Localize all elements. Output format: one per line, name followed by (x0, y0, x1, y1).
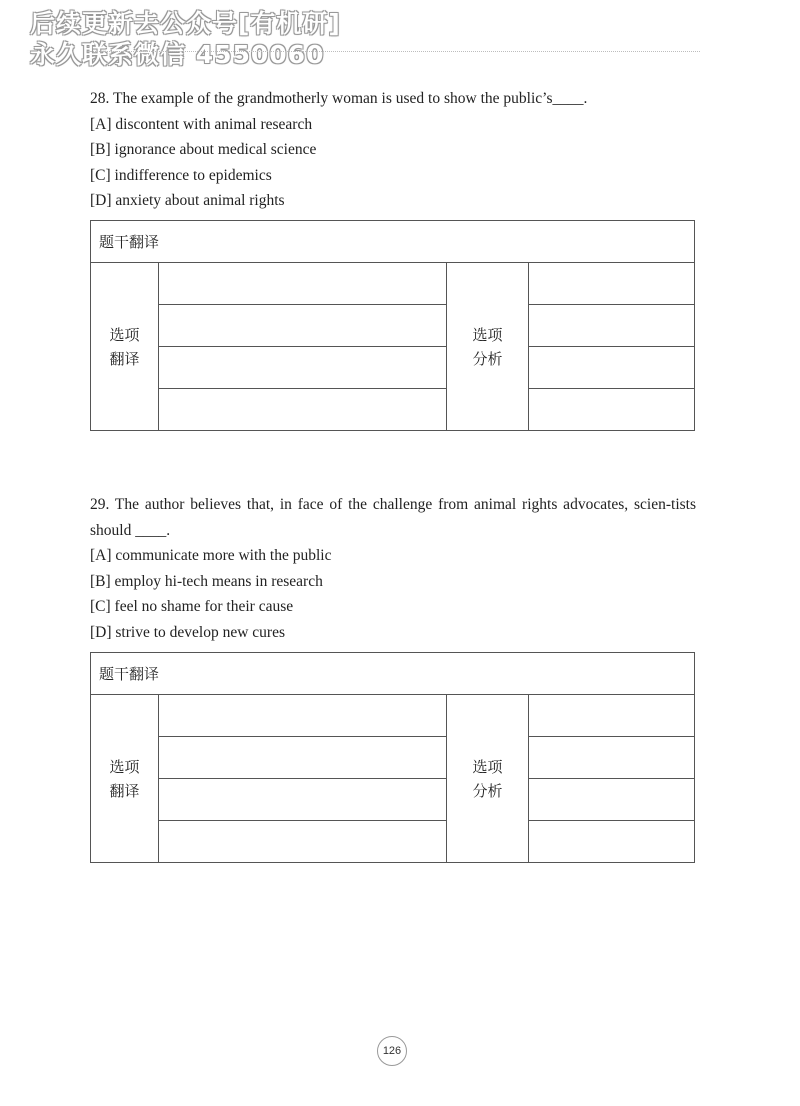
option-a: [A] discontent with animal research (90, 115, 313, 133)
translation-cell[interactable] (159, 695, 447, 737)
watermark (30, 8, 341, 70)
question-28 (90, 86, 696, 214)
option-b: [B] employ hi-tech means in research (90, 572, 323, 590)
page-number: 126 (377, 1036, 407, 1066)
stem-translation-label: 题干翻译 (91, 221, 695, 263)
answer-table-29 (90, 652, 695, 863)
option-a: [A] communicate more with the public (90, 547, 332, 564)
option-c: [C] feel no shame for their cause (90, 598, 294, 615)
option-d: [D] anxiety about animal rights (90, 192, 285, 209)
analysis-cell[interactable] (529, 779, 695, 821)
header-rule (90, 51, 700, 52)
watermark-line-1: 后续更新去公众号[有机研] (30, 9, 341, 38)
analysis-cell[interactable] (529, 389, 695, 431)
option-translation-label: 选项 翻译 (91, 263, 159, 431)
analysis-cell[interactable] (529, 263, 695, 305)
translation-cell[interactable] (159, 347, 447, 389)
analysis-cell[interactable] (529, 737, 695, 779)
analysis-cell[interactable] (529, 695, 695, 737)
option-analysis-label: 选项 分析 (447, 263, 529, 431)
analysis-cell[interactable] (529, 347, 695, 389)
option-c: [C] indifference to epidemics (90, 166, 272, 184)
translation-cell[interactable] (159, 389, 447, 431)
question-stem: 29. The author believes that, in face of the challenge from animal rights advocates, scien-tists should ____. (90, 496, 696, 539)
option-analysis-label: 选项 分析 (447, 695, 529, 863)
question-29 (90, 492, 696, 645)
analysis-cell[interactable] (529, 305, 695, 347)
question-stem: 28. The example of the grandmotherly woman is used to show the public’s____. (90, 90, 588, 107)
option-d: [D] strive to develop new cures (90, 623, 285, 641)
analysis-cell[interactable] (529, 821, 695, 863)
translation-cell[interactable] (159, 263, 447, 305)
watermark-line-2: 永久联系微信 4550060 (30, 40, 325, 69)
translation-cell[interactable] (159, 305, 447, 347)
option-b: [B] ignorance about medical science (90, 141, 317, 158)
translation-cell[interactable] (159, 821, 447, 863)
stem-translation-label: 题干翻译 (91, 653, 695, 695)
translation-cell[interactable] (159, 779, 447, 821)
answer-table-28 (90, 220, 695, 431)
option-translation-label: 选项 翻译 (91, 695, 159, 863)
translation-cell[interactable] (159, 737, 447, 779)
